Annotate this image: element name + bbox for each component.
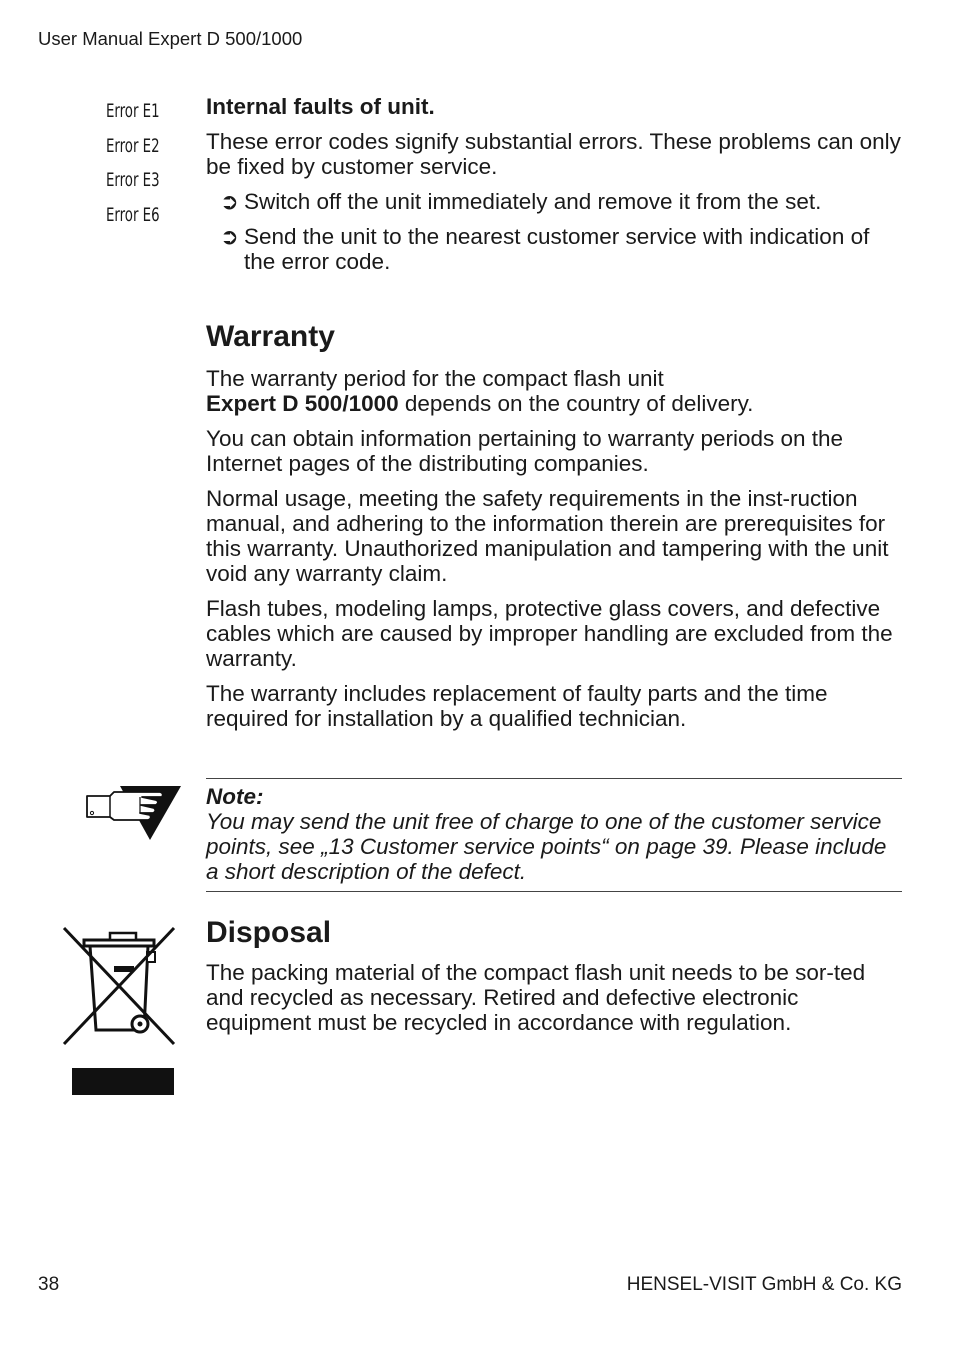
disposal-text: The packing material of the compact flash unit needs to be sor-ted and recycled as necessary. Retired and defective electronic equipment must be recycled in accordance with regulation. bbox=[206, 960, 866, 1035]
step-text: Send the unit to the nearest customer service with indication of the error code. bbox=[244, 224, 870, 274]
warranty-paragraph: The warranty includes replacement of faulty parts and the time required for installation by a qualified technician. bbox=[206, 681, 828, 731]
page-number: 38 bbox=[38, 1274, 60, 1295]
faults-description: These error codes signify substantial errors. These problems can only be fixed by customer service. bbox=[206, 129, 901, 179]
arrow-bullet-icon: ➲ bbox=[220, 189, 239, 214]
warranty-section bbox=[206, 320, 906, 741]
faults-section bbox=[206, 94, 906, 284]
step-item bbox=[220, 189, 906, 214]
warranty-p1-line1: The warranty period for the compact flash unit bbox=[206, 366, 664, 391]
disposal-section bbox=[206, 916, 906, 1045]
product-name: Expert D 500/1000 bbox=[206, 391, 399, 416]
error-code: Error E1 bbox=[106, 100, 160, 122]
running-header: User Manual Expert D 500/1000 bbox=[38, 28, 303, 49]
error-code: Error E2 bbox=[106, 134, 160, 157]
disposal-heading: Disposal bbox=[206, 916, 332, 949]
pointing-hand-icon bbox=[84, 784, 184, 842]
note-box bbox=[206, 778, 902, 892]
warranty-paragraph bbox=[206, 366, 906, 416]
warranty-paragraph: Normal usage, meeting the safety requirements in the inst-ruction manual, and adhering to the information therein are prerequisites for this warranty. Unauthorized manipulation and tampering with the unit void any warranty claim. bbox=[206, 486, 889, 586]
warranty-p1-rest: depends on the country of delivery. bbox=[398, 391, 754, 416]
faults-heading: Internal faults of unit. bbox=[206, 94, 435, 119]
crossed-out-bin-icon bbox=[60, 924, 180, 1099]
step-text: Switch off the unit immediately and remove it from the set. bbox=[244, 189, 822, 214]
error-code: Error E6 bbox=[106, 203, 160, 226]
arrow-bullet-icon: ➲ bbox=[220, 224, 239, 249]
warranty-heading: Warranty bbox=[206, 320, 335, 353]
error-code: Error E3 bbox=[106, 169, 160, 191]
step-item bbox=[220, 224, 906, 274]
warranty-paragraph: You can obtain information pertaining to warranty periods on the Internet pages of the distributing companies. bbox=[206, 426, 844, 476]
error-code-list bbox=[106, 94, 186, 232]
note-text: You may send the unit free of charge to one of the customer service points, see „13 Customer service points“ on page 39. Please include a short description of the defect. bbox=[206, 809, 887, 884]
note-label: Note: bbox=[206, 784, 264, 809]
warranty-paragraph: Flash tubes, modeling lamps, protective glass covers, and defective cables which are caused by improper handling are excluded from the warranty. bbox=[206, 596, 893, 671]
company-name: HENSEL-VISIT GmbH & Co. KG bbox=[626, 1274, 902, 1295]
